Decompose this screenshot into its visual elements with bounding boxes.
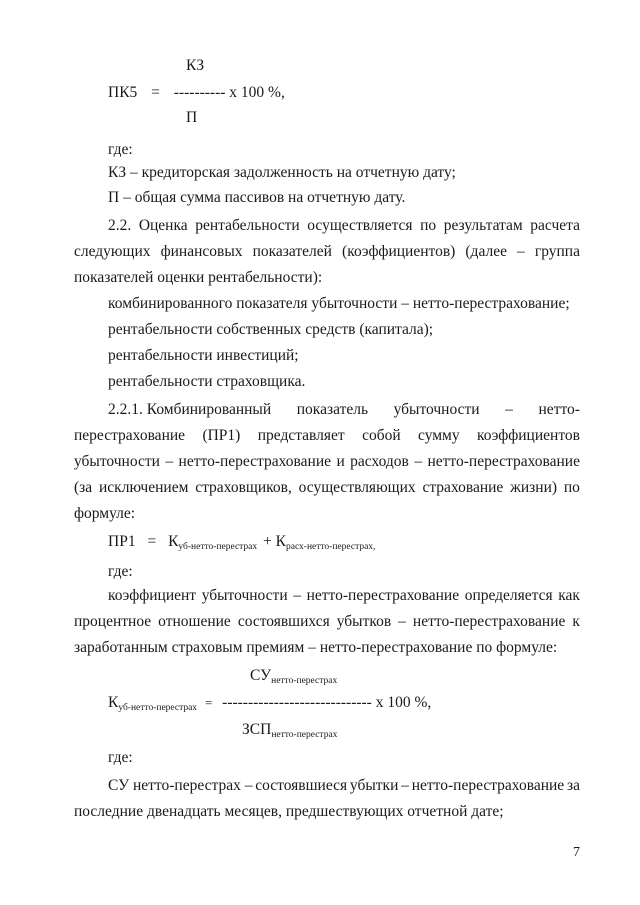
- list-item-insurer: рентабельности страховщика.: [108, 373, 306, 390]
- word: результатам: [443, 217, 523, 234]
- word: расходов: [350, 453, 409, 470]
- word: –: [293, 587, 301, 604]
- word: исключением: [99, 479, 189, 496]
- formula1-numerator: КЗ: [186, 57, 205, 74]
- word: нетто-перестрахование: [411, 777, 565, 794]
- word: отношение: [158, 613, 231, 630]
- word: рентабельности: [195, 217, 300, 234]
- word: (ПР1): [202, 427, 241, 444]
- word: убыточности: [393, 401, 480, 418]
- coef-paragraph-line-1: [108, 588, 580, 604]
- definition-su-line-1: [108, 778, 580, 794]
- word: финансовых: [160, 243, 243, 260]
- word: (за: [74, 479, 93, 496]
- word: жизни): [510, 479, 558, 496]
- word: 2.2.1. Комбинированный: [108, 401, 272, 418]
- formula3-su-subscript: нетто-перестрах: [271, 676, 338, 686]
- word: убыточности: [201, 587, 288, 604]
- word: осуществляется: [307, 217, 413, 234]
- formula2-k2-subscript: расх-нетто-перестрах,: [285, 542, 376, 552]
- paragraph-2-2-1-line-4: [74, 480, 580, 496]
- formula1-rhs: ---------- х 100 %,: [173, 84, 285, 101]
- word: –: [505, 401, 513, 418]
- word: нетто-перестрахование: [178, 453, 332, 470]
- definition-su-line-2: последние двенадцать месяцев, предшествующих отчетной дате;: [74, 803, 504, 820]
- where-label-3: где:: [108, 749, 133, 766]
- word: представляет: [257, 427, 345, 444]
- formula3-denominator: [242, 722, 337, 738]
- word: собой: [362, 427, 401, 444]
- word: нетто-: [538, 401, 580, 418]
- paragraph-2-2-line-2: [74, 244, 580, 260]
- word: сумму: [418, 427, 460, 444]
- word: коэффициентов: [477, 427, 580, 444]
- word: –: [165, 453, 174, 470]
- word: состоявшиеся: [255, 777, 348, 794]
- formula2-k1: К: [168, 533, 179, 550]
- formula1-lhs: ПК5: [108, 84, 138, 101]
- word: за: [566, 777, 580, 794]
- definition-kz: КЗ – кредиторская задолженность на отчетную дату;: [108, 164, 456, 181]
- word: Оценка: [138, 217, 188, 234]
- formula1-denominator: П: [186, 109, 198, 126]
- word: следующих: [74, 243, 151, 260]
- word: осуществляющих: [298, 479, 416, 496]
- paragraph-2-2-line-3: показателей оценки рентабельности):: [74, 269, 323, 286]
- formula1-line: [108, 85, 285, 101]
- word: убыточности: [74, 453, 160, 470]
- page-number: 7: [573, 845, 580, 860]
- word: группа: [534, 243, 580, 260]
- word: убытков: [336, 613, 392, 630]
- word: расчета: [530, 217, 580, 234]
- word: как: [558, 587, 580, 604]
- coef-paragraph-line-3: заработанным страховым премиям – нетто-перестрахование по формуле:: [74, 639, 558, 656]
- paragraph-2-2-1-line-2: [74, 428, 580, 444]
- formula3-su: СУ: [250, 667, 272, 684]
- formula2-line: [108, 534, 375, 550]
- word: –: [401, 777, 409, 794]
- formula2-k2: К: [275, 533, 286, 550]
- word: 2.2.: [108, 217, 132, 234]
- word: коэффициент: [108, 587, 197, 604]
- formula2-plus: +: [263, 533, 272, 550]
- word: (далее: [465, 243, 507, 260]
- word: состоявшихся: [237, 613, 330, 630]
- paragraph-2-2-1-line-5: формуле:: [74, 505, 136, 522]
- paragraph-2-2-1-line-1: [108, 402, 580, 418]
- word: определяется: [464, 587, 553, 604]
- formula2-k1-subscript: уб-нетто-перестрах: [178, 542, 258, 552]
- definition-p: П – общая сумма пассивов на отчетную дату.: [108, 189, 406, 206]
- paragraph-2-2-1-line-3: [74, 454, 580, 470]
- formula3-lhs-subscript: уб-нетто-перестрах: [118, 703, 198, 713]
- word: по: [563, 479, 580, 496]
- formula3-lhs: К: [108, 694, 119, 711]
- word: –: [517, 243, 525, 260]
- word: СУ нетто-перестрах –: [108, 777, 253, 794]
- list-item-combined: комбинированного показателя убыточности – нетто-перестрахование;: [108, 295, 570, 312]
- formula1-equals: =: [151, 84, 160, 101]
- list-item-investments: рентабельности инвестиций;: [108, 347, 299, 364]
- word: нетто-перестрахование: [427, 453, 580, 470]
- word: страхование: [422, 479, 504, 496]
- formula3-zsp: ЗСП: [242, 721, 272, 738]
- formula3-zsp-subscript: нетто-перестрах: [271, 730, 338, 740]
- list-item-own-funds: рентабельности собственных средств (капитала);: [108, 321, 434, 338]
- word: показателей: [252, 243, 332, 260]
- formula3-line: [108, 695, 431, 711]
- word: –: [398, 613, 406, 630]
- word: показатель: [296, 401, 369, 418]
- where-label-2: где:: [108, 563, 133, 580]
- formula3-equals: =: [204, 695, 213, 710]
- formula2-equals: =: [147, 533, 157, 550]
- word: нетто-перестрахование: [412, 613, 566, 630]
- formula3-rhs: ----------------------------- х 100 %,: [222, 694, 432, 711]
- coef-paragraph-line-2: [74, 614, 580, 630]
- word: страховщиков,: [195, 479, 292, 496]
- word: убытки: [349, 777, 399, 794]
- word: –: [414, 453, 423, 470]
- word: к: [572, 613, 580, 630]
- word: (коэффициентов): [342, 243, 456, 260]
- formula3-numerator: [250, 668, 337, 684]
- where-label-1: где:: [108, 141, 133, 158]
- formula2-lhs: ПР1: [108, 533, 136, 550]
- word: перестрахование: [74, 427, 186, 444]
- word: и: [336, 453, 345, 470]
- paragraph-2-2-line-1: [108, 218, 580, 234]
- word: нетто-перестрахование: [306, 587, 460, 604]
- word: по: [420, 217, 437, 234]
- word: процентное: [74, 613, 152, 630]
